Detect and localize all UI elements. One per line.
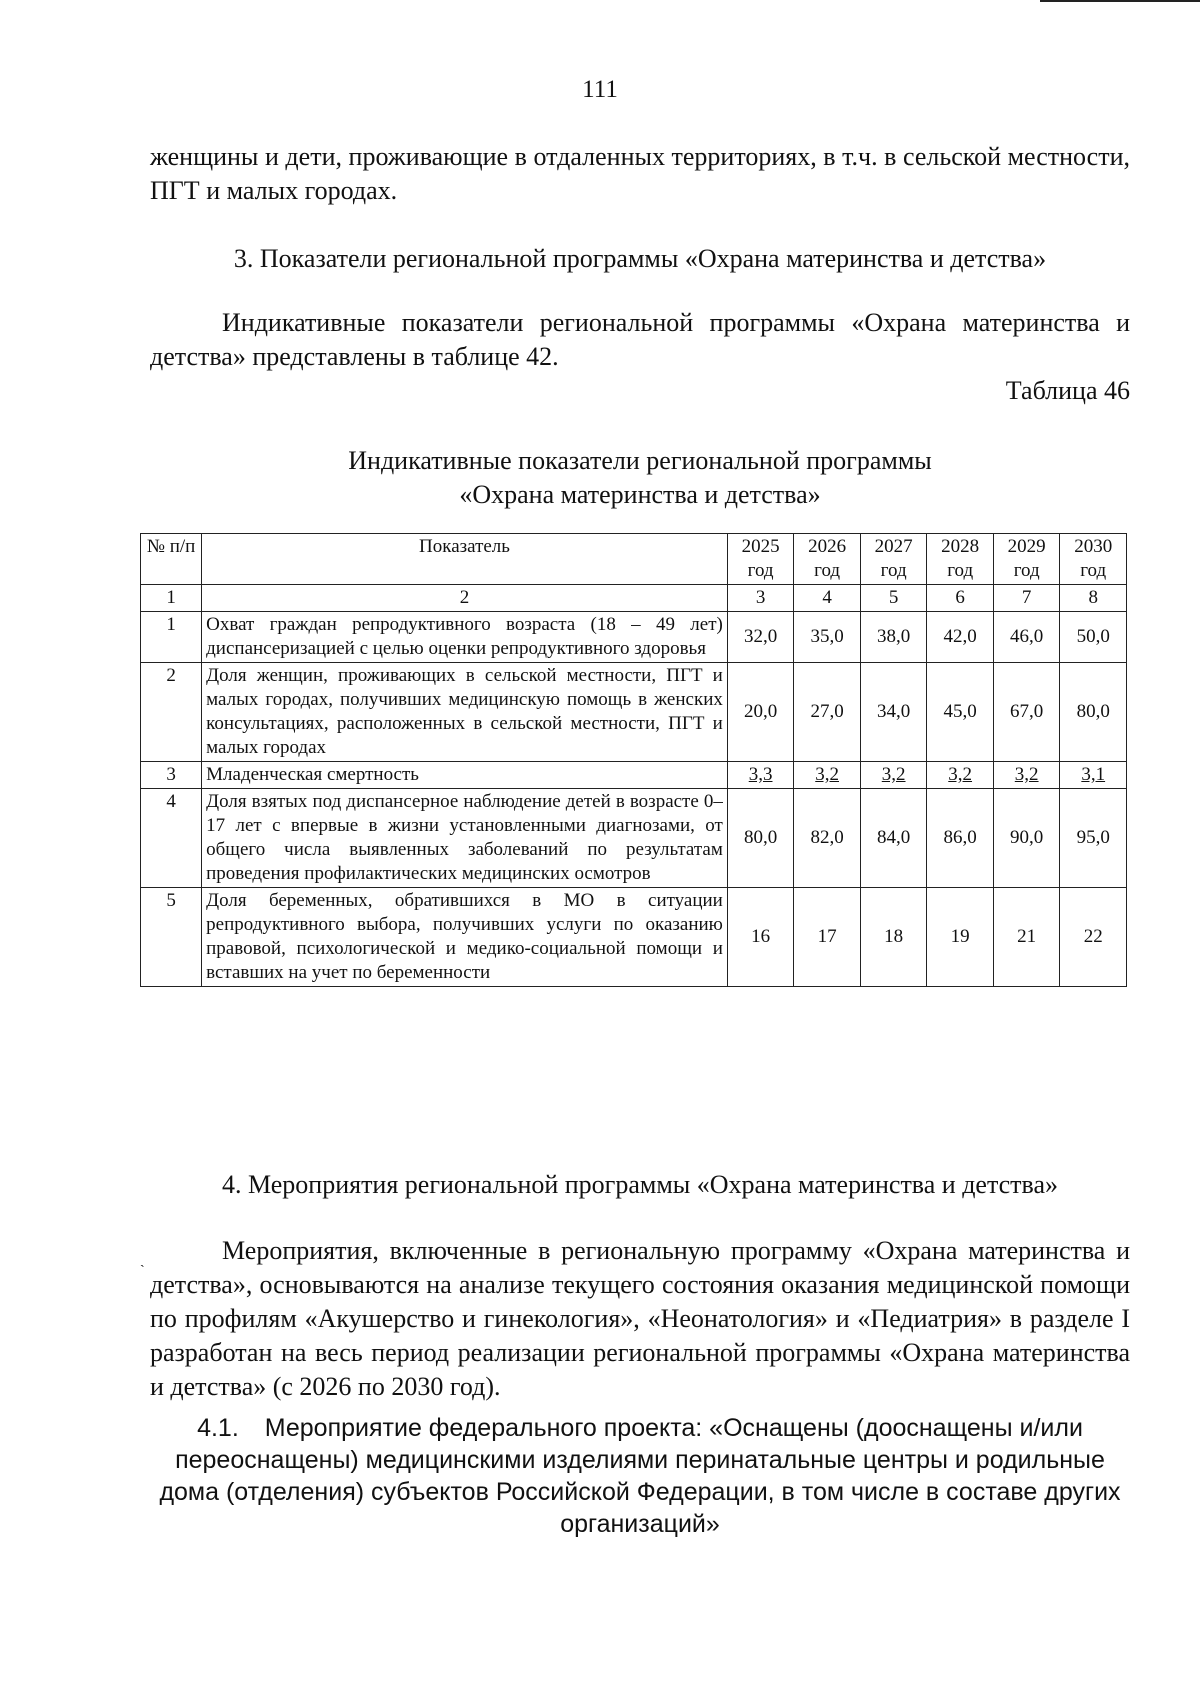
table-title-line2: «Охрана материнства и детства» xyxy=(459,480,821,509)
row-number: 2 xyxy=(141,663,202,762)
header-num: № п/п xyxy=(141,534,202,585)
row-value: 50,0 xyxy=(1060,612,1127,663)
indicators-table xyxy=(140,533,1127,987)
subsection-heading xyxy=(150,1412,1130,1540)
upper-text-block xyxy=(150,140,1130,540)
row-value: 38,0 xyxy=(860,612,927,663)
row-value: 22 xyxy=(1060,888,1127,987)
row-value: 3,2 xyxy=(927,762,994,789)
column-number-row xyxy=(141,585,1127,612)
row-value: 46,0 xyxy=(993,612,1060,663)
section3-heading: 3. Показатели региональной программы «Охрана материнства и детства» xyxy=(233,244,1047,273)
header-year: 2026 год xyxy=(794,534,861,585)
row-value: 34,0 xyxy=(860,663,927,762)
row-indicator: Доля женщин, проживающих в сельской местности, ПГТ и малых городах, получивших медицинскую помощь в женских консультациях, расположенных в сельской местности, ПГТ и малых городах xyxy=(202,663,728,762)
row-value: 86,0 xyxy=(927,789,994,888)
lower-text-block xyxy=(140,1168,1130,1540)
row-value: 17 xyxy=(794,888,861,987)
section3-paragraph: Индикативные показатели региональной программы «Охрана материнства и детства» представлены в таблице 42. xyxy=(150,308,1130,371)
table-label: Таблица 46 xyxy=(1005,376,1130,405)
column-number: 7 xyxy=(993,585,1060,612)
row-value: 3,2 xyxy=(794,762,861,789)
row-value: 3,2 xyxy=(860,762,927,789)
header-year: 2025 год xyxy=(727,534,794,585)
table-row xyxy=(141,663,1127,762)
row-value: 18 xyxy=(860,888,927,987)
table-title-line1: Индикативные показатели региональной программы xyxy=(348,446,932,475)
row-value: 80,0 xyxy=(1060,663,1127,762)
row-value: 67,0 xyxy=(993,663,1060,762)
row-value: 80,0 xyxy=(727,789,794,888)
row-number: 3 xyxy=(141,762,202,789)
table-header-row xyxy=(141,534,1127,585)
row-value: 42,0 xyxy=(927,612,994,663)
table-title xyxy=(150,444,1130,512)
table-row xyxy=(141,789,1127,888)
section4-paragraph-wrap xyxy=(140,1234,1130,1404)
header-year: 2028 год xyxy=(927,534,994,585)
table-row xyxy=(141,612,1127,663)
section4-heading: 4. Мероприятия региональной программы «Охрана материнства и детства» xyxy=(221,1170,1059,1199)
row-value: 32,0 xyxy=(727,612,794,663)
subsection-text: Мероприятие федерального проекта: «Оснащены (дооснащены и/или переоснащены) медицинскими изделиями перинатальные центры и родильные дома (отделения) субъектов Российской Федерации, в том числе в составе других организаций» xyxy=(159,1414,1121,1538)
row-value: 16 xyxy=(727,888,794,987)
row-number: 5 xyxy=(141,888,202,987)
table-row xyxy=(141,762,1127,789)
column-number: 1 xyxy=(141,585,202,612)
row-value: 35,0 xyxy=(794,612,861,663)
top-edge-line xyxy=(1040,0,1200,2)
row-indicator: Младенческая смертность xyxy=(202,762,728,789)
row-value: 3,1 xyxy=(1060,762,1127,789)
scan-mark: ˏ xyxy=(140,1253,145,1268)
header-year: 2027 год xyxy=(860,534,927,585)
row-indicator: Охват граждан репродуктивного возраста (18 – 49 лет) диспансеризацией с целью оценки репродуктивного здоровья xyxy=(202,612,728,663)
row-number: 1 xyxy=(141,612,202,663)
row-value: 21 xyxy=(993,888,1060,987)
row-value: 27,0 xyxy=(794,663,861,762)
row-value: 19 xyxy=(927,888,994,987)
column-number: 8 xyxy=(1060,585,1127,612)
column-number: 5 xyxy=(860,585,927,612)
header-year: 2029 год xyxy=(993,534,1060,585)
row-value: 90,0 xyxy=(993,789,1060,888)
row-number: 4 xyxy=(141,789,202,888)
row-value: 20,0 xyxy=(727,663,794,762)
subsection-number: 4.1. xyxy=(197,1414,239,1442)
row-value: 3,3 xyxy=(727,762,794,789)
table-row xyxy=(141,888,1127,987)
header-indicator: Показатель xyxy=(202,534,728,585)
header-year: 2030 год xyxy=(1060,534,1127,585)
column-number: 3 xyxy=(727,585,794,612)
row-value: 82,0 xyxy=(794,789,861,888)
page-number: 111 xyxy=(582,76,618,103)
column-number: 2 xyxy=(202,585,728,612)
row-value: 45,0 xyxy=(927,663,994,762)
column-number: 6 xyxy=(927,585,994,612)
column-number: 4 xyxy=(794,585,861,612)
row-value: 84,0 xyxy=(860,789,927,888)
intro-paragraph: женщины и дети, проживающие в отдаленных территориях, в т.ч. в сельской местности, ПГТ и малых городах. xyxy=(150,142,1130,205)
row-value: 3,2 xyxy=(993,762,1060,789)
section4-paragraph: Мероприятия, включенные в региональную программу «Охрана материнства и детства», основываются на анализе текущего состояния оказания медицинской помощи по профилям «Акушерство и гинекология», «Неонатология» и «Педиатрия» в разделе I разработан на весь период реализации региональной программы «Охрана материнства и детства» (с 2026 по 2030 год). xyxy=(150,1236,1130,1401)
row-value: 95,0 xyxy=(1060,789,1127,888)
row-indicator: Доля беременных, обратившихся в МО в ситуации репродуктивного выбора, получивших услуги по оказанию правовой, психологической и медико-социальной помощи и вставших на учет по беременности xyxy=(202,888,728,987)
row-indicator: Доля взятых под диспансерное наблюдение детей в возрасте 0–17 лет с впервые в жизни установленными диагнозами, от общего числа выявленных заболеваний по результатам проведения профилактических медицинских осмотров xyxy=(202,789,728,888)
